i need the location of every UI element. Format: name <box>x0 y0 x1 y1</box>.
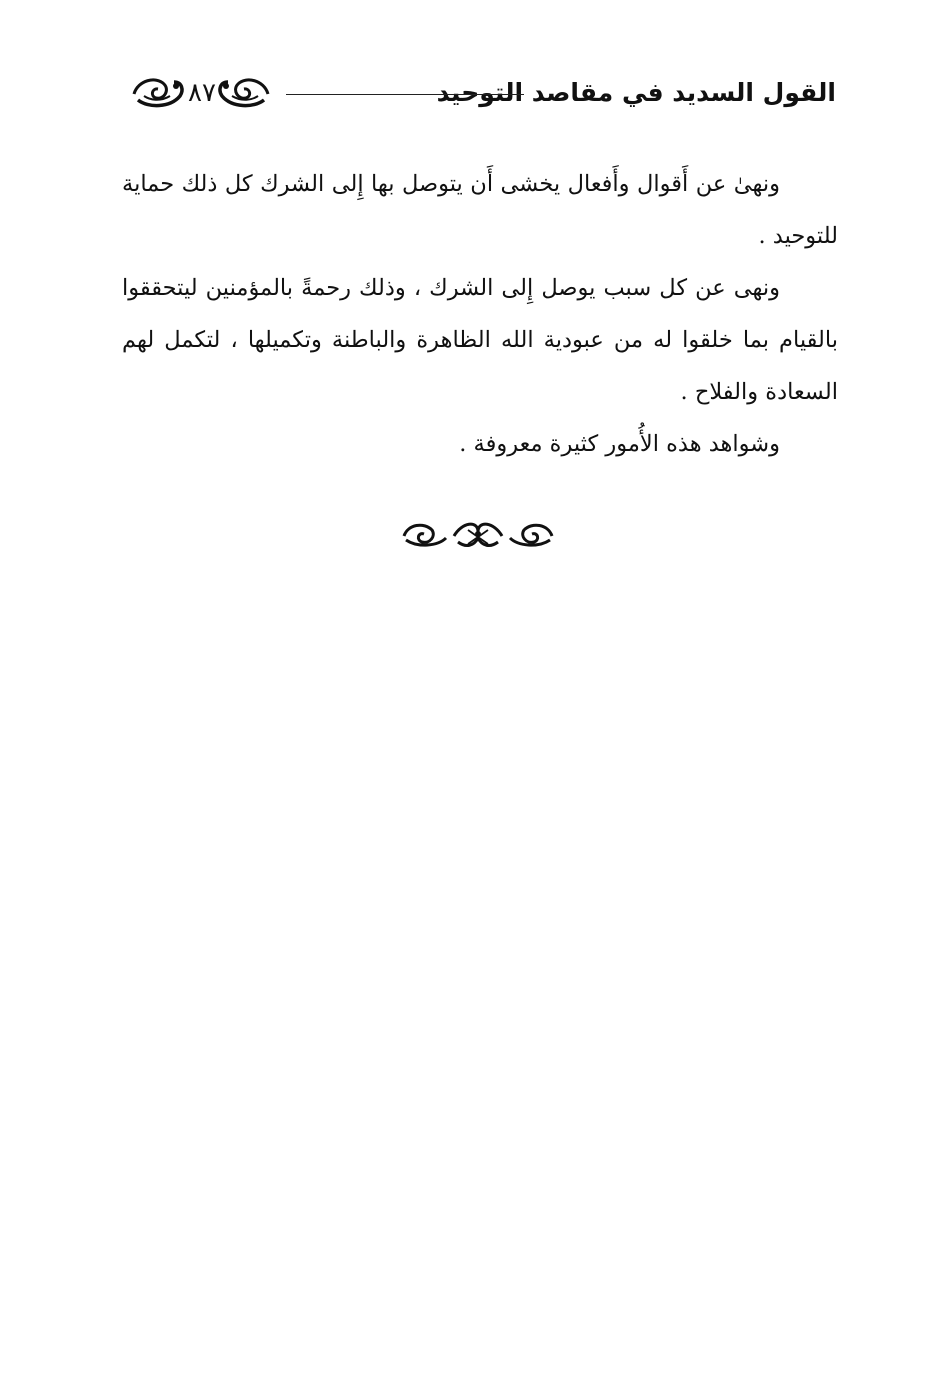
book-title: القول السديد في مقاصد التوحيد <box>436 78 836 107</box>
paragraph-2: ونهى عن كل سبب يوصل إِلى الشرك ، وذلك رحمةً بالمؤمنين ليتحققوا بالقيام بما خلقوا له من عبودية الله الظاهرة والباطنة وتكميلها ، لتكمل لهم السعادة والفلاح . <box>122 275 838 405</box>
floral-scroll-icon <box>216 74 272 110</box>
header-divider <box>286 94 524 95</box>
floral-divider-icon <box>398 512 558 556</box>
main-text <box>122 158 838 470</box>
paragraph-3: وشواهد هذه الأُمور كثيرة معروفة . <box>459 431 780 457</box>
page-number-frame <box>120 70 280 120</box>
page-number: ٨٧ <box>188 78 216 108</box>
running-header <box>120 70 836 120</box>
paragraph-1: ونهىٰ عن أَقوال وأَفعال يخشى أَن يتوصل بها إِلى الشرك كل ذلك حماية للتوحيد . <box>122 171 838 249</box>
floral-scroll-icon <box>130 74 186 110</box>
